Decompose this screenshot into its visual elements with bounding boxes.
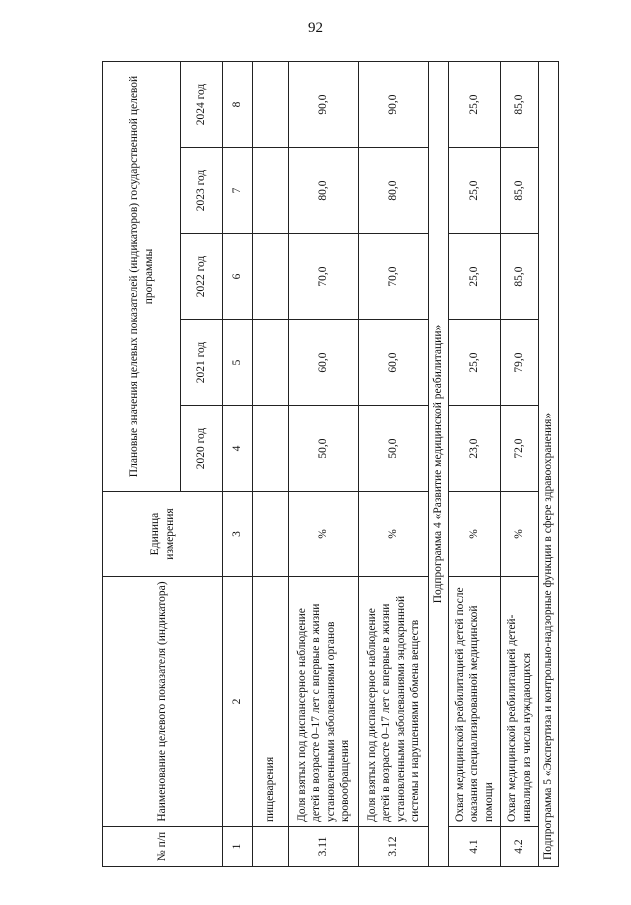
column-numbers-row	[223, 62, 253, 867]
column-number: 3	[223, 492, 253, 577]
column-number: 1	[223, 827, 253, 867]
subprogram-5-row	[539, 62, 559, 867]
indicators-table	[102, 61, 559, 867]
header-num: № п/п	[103, 827, 223, 867]
subprogram-4-row	[429, 62, 449, 867]
empty-cell	[253, 492, 289, 577]
row-name: Охват медицинской реабилитацией детей-инвалидов из числа нуждающихся	[501, 577, 539, 827]
header-year: 2021 год	[181, 320, 223, 406]
row-value: 90,0	[359, 62, 429, 148]
row-value: 25,0	[449, 234, 501, 320]
row-value: 70,0	[359, 234, 429, 320]
header-name: Наименование целевого показателя (индикатора)	[103, 577, 223, 827]
row-value: 60,0	[359, 320, 429, 406]
column-number: 4	[223, 406, 253, 492]
header-unit: Единица измерения	[103, 492, 223, 577]
row-value: 85,0	[501, 148, 539, 234]
row-num: 3.12	[359, 827, 429, 867]
empty-cell	[253, 148, 289, 234]
header-year: 2022 год	[181, 234, 223, 320]
row-num: 4.2	[501, 827, 539, 867]
row-value: 80,0	[289, 148, 359, 234]
table-row	[449, 62, 501, 867]
row-name: Доля взятых под диспансерное наблюдение детей в возрасте 0–17 лет с впервые в жизни установленными заболеваниями органов кровообращения	[289, 577, 359, 827]
row-name: Доля взятых под диспансерное наблюдение детей в возрасте 0–17 лет с впервые в жизни установленными заболеваниями эндокринной системы и нарушениями обмена веществ	[359, 577, 429, 827]
row-unit: %	[449, 492, 501, 577]
row-name: Охват медицинской реабилитацией детей после оказания специализированной медицинской помощи	[449, 577, 501, 827]
row-value: 60,0	[289, 320, 359, 406]
header-year: 2024 год	[181, 62, 223, 148]
header-planned: Плановые значения целевых показателей (индикаторов) государственной целевой программы	[103, 62, 181, 492]
row-num: 4.1	[449, 827, 501, 867]
column-number: 6	[223, 234, 253, 320]
header-year: 2023 год	[181, 148, 223, 234]
subprogram-5-title: Подпрограмма 5 «Экспертиза и контрольно-надзорные функции в сфере здравоохранения»	[539, 62, 559, 867]
column-number: 2	[223, 577, 253, 827]
row-value: 25,0	[449, 320, 501, 406]
row-value: 50,0	[359, 406, 429, 492]
row-value: 79,0	[501, 320, 539, 406]
row-value: 72,0	[501, 406, 539, 492]
row-value: 50,0	[289, 406, 359, 492]
column-number: 5	[223, 320, 253, 406]
table-row	[359, 62, 429, 867]
row-value: 80,0	[359, 148, 429, 234]
row-value: 85,0	[501, 62, 539, 148]
rotated-table-container	[102, 62, 555, 867]
row-value: 85,0	[501, 234, 539, 320]
header-year: 2020 год	[181, 406, 223, 492]
continuation-row	[253, 62, 289, 867]
row-num: 3.11	[289, 827, 359, 867]
row-value: 70,0	[289, 234, 359, 320]
table-row	[501, 62, 539, 867]
column-number: 7	[223, 148, 253, 234]
continuation-num-cell	[253, 827, 289, 867]
continuation-text: пищеварения	[253, 577, 289, 827]
row-value: 23,0	[449, 406, 501, 492]
page-number: 92	[308, 20, 323, 36]
empty-cell	[253, 406, 289, 492]
row-unit: %	[359, 492, 429, 577]
row-value: 25,0	[449, 148, 501, 234]
row-unit: %	[501, 492, 539, 577]
table-row	[289, 62, 359, 867]
row-value: 25,0	[449, 62, 501, 148]
empty-cell	[253, 62, 289, 148]
empty-cell	[253, 320, 289, 406]
empty-cell	[253, 234, 289, 320]
row-unit: %	[289, 492, 359, 577]
row-value: 90,0	[289, 62, 359, 148]
header-row-1	[103, 62, 181, 867]
column-number: 8	[223, 62, 253, 148]
subprogram-4-title: Подпрограмма 4 «Развитие медицинской реабилитации»	[429, 62, 449, 867]
